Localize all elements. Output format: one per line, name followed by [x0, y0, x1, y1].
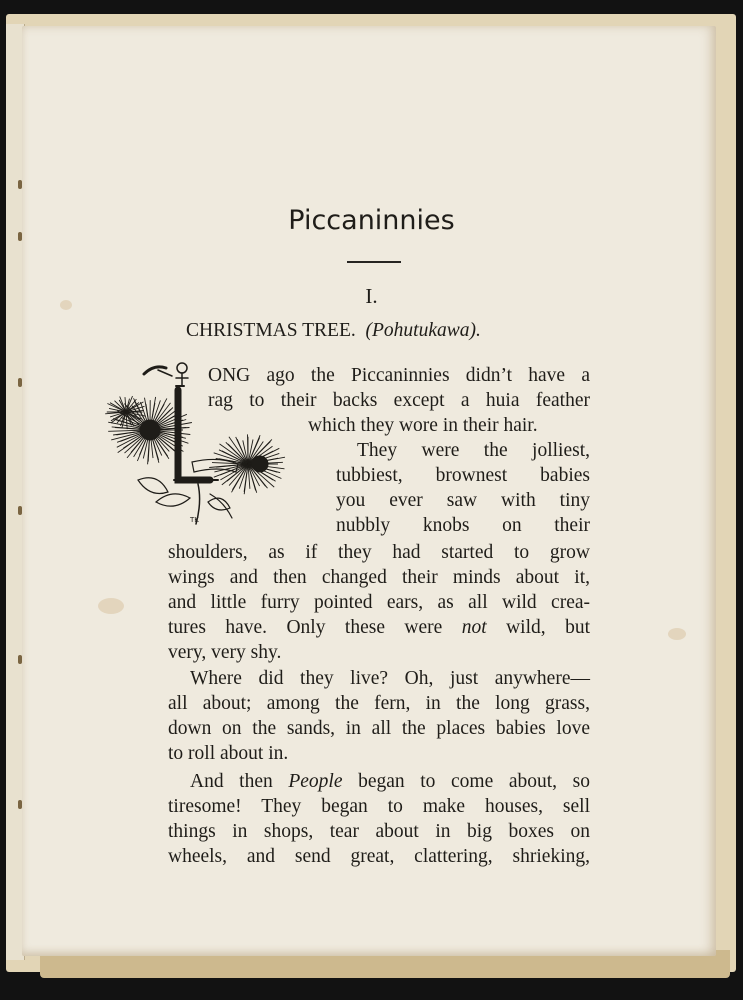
- text-line: wings and then changed their minds about it,: [168, 567, 590, 588]
- text-line: down on the sands, in all the places babies love: [168, 718, 590, 739]
- text-line: all about; among the fern, in the long grass,: [168, 693, 590, 714]
- text-line: you ever saw with tiny: [336, 490, 590, 511]
- text-line: things in shops, tear about in big boxes on: [168, 821, 590, 842]
- text-line: ONG ago the Piccaninnies didn’t have a: [208, 365, 590, 386]
- chapter-numeral: I.: [365, 284, 378, 308]
- text-line: shoulders, as if they had started to grow: [168, 542, 590, 563]
- chapter-subtitle: (Pohutukawa).: [365, 320, 481, 341]
- text-line: which they wore in their hair.: [308, 415, 538, 436]
- text-line: They were the jolliest,: [357, 440, 590, 461]
- text-line: tures have. Only these were not wild, but: [168, 617, 590, 638]
- page-title: Piccaninnies: [288, 205, 455, 236]
- text-line: rag to their backs except a huia feather: [208, 390, 590, 411]
- text-line: And then People began to come about, so: [190, 771, 590, 792]
- text-line: very, very shy.: [168, 642, 282, 663]
- text-line: tiresome! They began to make houses, sell: [168, 796, 590, 817]
- text-line: wheels, and send great, clattering, shrieking,: [168, 846, 590, 867]
- text-line: to roll about in.: [168, 743, 289, 764]
- text-line: nubbly knobs on their: [336, 515, 590, 536]
- svg-text:TK: TK: [190, 516, 199, 524]
- text-line: Where did they live? Oh, just anywhere—: [190, 668, 590, 689]
- text-line: and little furry pointed ears, as all wild crea-: [168, 592, 590, 613]
- text-line: tubbiest, brownest babies: [336, 465, 590, 486]
- chapter-title: CHRISTMAS TREE.: [186, 320, 356, 341]
